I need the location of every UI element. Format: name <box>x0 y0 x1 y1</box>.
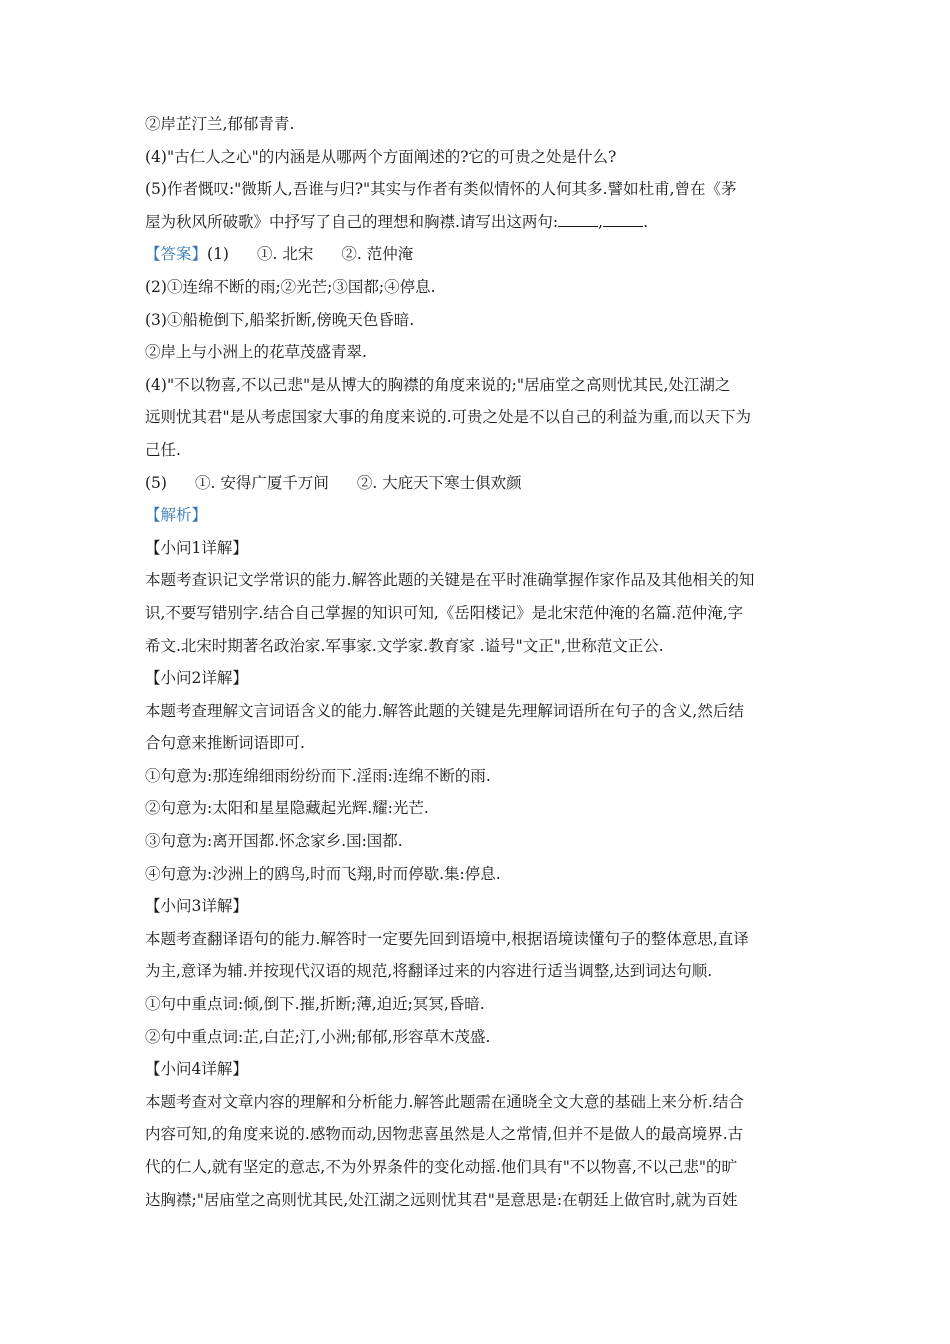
subquestion-2-line-5: ③句意为:离开国都.怀念家乡.国:国都. <box>145 832 403 851</box>
answer-1-option-1: ①. 北宋 <box>256 245 314 264</box>
answer-3-line-2: ②岸上与小洲上的花草茂盛青翠. <box>145 343 367 362</box>
subquestion-3-line-4: ②句中重点词:芷,白芷;汀,小洲;郁郁,形容草木茂盛. <box>145 1027 491 1046</box>
subquestion-3-line-2: 为主,意译为辅.并按现代汉语的规范,将翻译过来的内容进行适当调整,达到词达句顺. <box>145 962 713 981</box>
answer-3-line-1: (3)①船桅倒下,船桨折断,傍晚天色昏暗. <box>145 310 415 329</box>
answer-blank-1 <box>558 212 598 227</box>
answer-5-option-2: ②. 大庇天下寒士俱欢颜 <box>356 473 522 492</box>
subquestion-3-line-3: ①句中重点词:倾,倒下.摧,折断;薄,迫近;冥冥,昏暗. <box>145 995 485 1014</box>
subquestion-2-line-1: 本题考查理解文言词语含义的能力.解答此题的关键是先理解词语所在句子的含义,然后结 <box>145 701 744 720</box>
answer-1 <box>145 238 810 271</box>
subquestion-1-line-3: 希文.北宋时期著名政治家.军事家.文学家.教育家 .谥号"文正",世称范文正公. <box>145 636 664 655</box>
subquestion-3-title: 【小问3详解】 <box>145 897 248 916</box>
answer-4-line-3: 己任. <box>145 440 181 459</box>
subquestion-2-title: 【小问2详解】 <box>145 669 248 688</box>
question-5-line-1: (5)作者慨叹:"微斯人,吾谁与归?"其实与作者有类似情怀的人何其多.譬如杜甫,曾在《茅 <box>145 180 737 199</box>
answer-4-line-1: (4)"不以物喜,不以己悲"是从博大的胸襟的角度来说的;"居庙堂之高则忧其民,处江湖之 <box>145 375 731 394</box>
subquestion-4-line-3: 代的仁人,就有坚定的意志,不为外界条件的变化动摇.他们具有"不以物喜,不以己悲"的旷 <box>145 1158 737 1176</box>
subquestion-3-line-1: 本题考查翻译语句的能力.解答时一定要先回到语境中,根据语境读懂句子的整体意思,直译 <box>145 929 749 948</box>
subquestion-1-line-1: 本题考查识记文学常识的能力.解答此题的关键是在平时准确掌握作家作品及其他相关的知 <box>145 571 755 590</box>
question-3-item-2: ②岸芷汀兰,郁郁青青. <box>145 115 295 133</box>
subquestion-4-line-2: 内容可知,的角度来说的.感物而动,因物悲喜虽然是人之常情,但并不是做人的最高境界.古 <box>145 1125 744 1144</box>
answer-5-number: (5) <box>145 473 167 492</box>
subquestion-4-line-4: 达胸襟;"居庙堂之高则忧其民,处江湖之远则忧其君"是意思是:在朝廷上做官时,就为百姓 <box>145 1190 738 1209</box>
answer-4-line-2: 远则忧其君"是从考虑国家大事的角度来说的.可贵之处是不以自己的利益为重,而以天下为 <box>145 408 751 427</box>
subquestion-1-line-2: 识,不要写错别字.结合自己掌握的知识可知,《岳阳楼记》是北宋范仲淹的名篇.范仲淹,字 <box>145 603 744 622</box>
answer-2: (2)①连绵不断的雨;②光芒;③国都;④停息. <box>145 277 436 296</box>
answer-1-number: (1) <box>207 245 229 264</box>
question-4: (4)"古仁人之心"的内涵是从哪两个方面阐述的?它的可贵之处是什么? <box>145 147 617 166</box>
subquestion-1-title: 【小问1详解】 <box>145 538 248 557</box>
blank-separator: , <box>598 212 604 231</box>
question-5-text: 屋为秋风所破歌》中抒写了自己的理想和胸襟.请写出这两句: <box>145 212 559 231</box>
answer-1-option-2: ②. 范仲淹 <box>341 245 414 264</box>
answer-5 <box>145 467 810 500</box>
document-page <box>145 108 810 1216</box>
answer-blank-2 <box>603 212 643 227</box>
subquestion-2-line-3: ①句意为:那连绵细雨纷纷而下.淫雨:连绵不断的雨. <box>145 766 491 785</box>
answer-tag: 【答案】 <box>145 245 208 264</box>
question-5-line-2: 屋为秋风所破歌》中抒写了自己的理想和胸襟.请写出这两句: , . <box>145 212 649 231</box>
answer-5-option-1: ①. 安得广厦千万间 <box>194 473 329 492</box>
subquestion-2-line-6: ④句意为:沙洲上的鸥鸟,时而飞翔,时而停歇.集:停息. <box>145 864 501 883</box>
subquestion-2-line-4: ②句意为:太阳和星星隐藏起光辉.耀:光芒. <box>145 799 429 818</box>
subquestion-4-title: 【小问4详解】 <box>145 1060 248 1079</box>
subquestion-2-line-2: 合句意来推断词语即可. <box>145 734 305 753</box>
analysis-tag: 【解析】 <box>145 506 208 525</box>
subquestion-4-line-1: 本题考查对文章内容的理解和分析能力.解答此题需在通晓全文大意的基础上来分析.结合 <box>145 1092 744 1111</box>
